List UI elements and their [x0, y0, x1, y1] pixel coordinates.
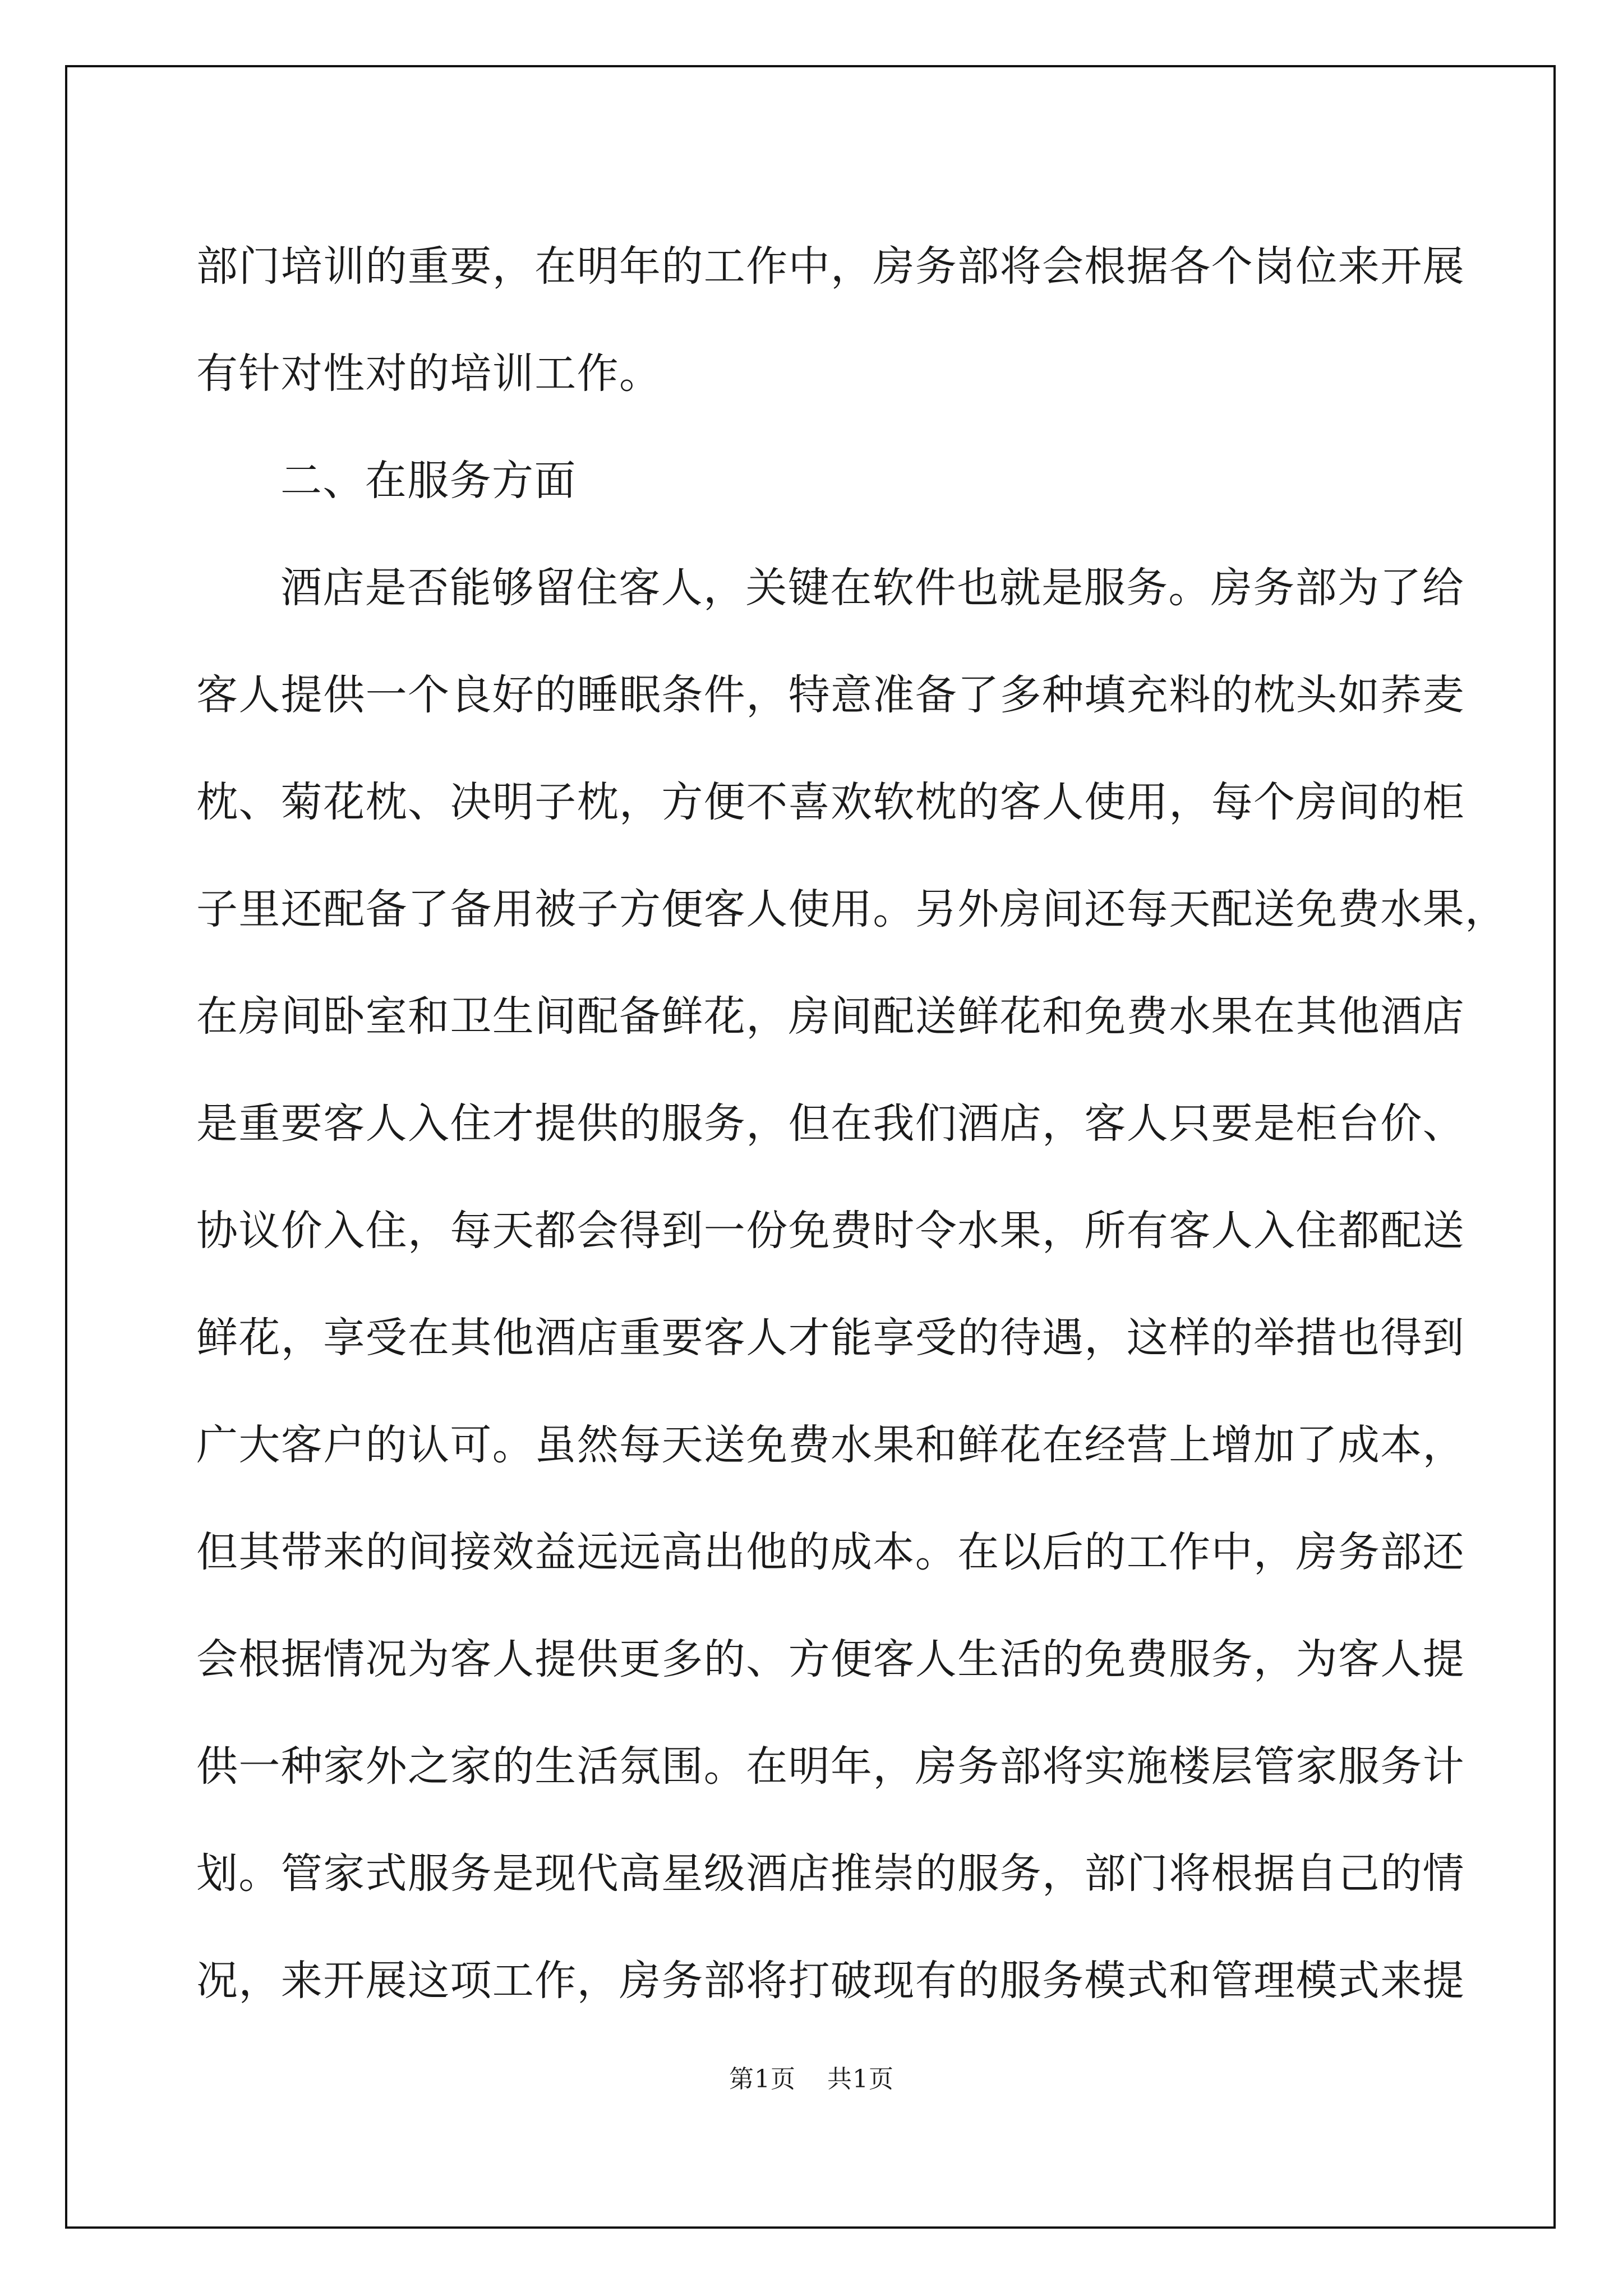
text-line: 协议价入住，每天都会得到一份免费时令水果，所有客人入住都配送 — [196, 1207, 1465, 1255]
text-line: 客人提供一个良好的睡眠条件，特意准备了多种填充料的枕头如荞麦 — [196, 671, 1465, 719]
text-line: 在房间卧室和卫生间配备鲜花，房间配送鲜花和免费水果在其他酒店 — [196, 992, 1465, 1041]
text-line: 子里还配备了备用被子方便客人使用。另外房间还每天配送免费水果， — [196, 885, 1507, 933]
text-line: 鲜花，享受在其他酒店重要客人才能享受的待遇，这样的举措也得到 — [196, 1314, 1465, 1362]
text-line: 酒店是否能够留住客人，关键在软件也就是服务。房务部为了给 — [280, 564, 1465, 612]
text-line: 有针对性对的培训工作。 — [196, 349, 662, 398]
text-line: 广大客户的认可。虽然每天送免费水果和鲜花在经营上增加了成本， — [196, 1421, 1465, 1469]
text-line: 是重要客人入住才提供的服务，但在我们酒店，客人只要是柜台价、 — [196, 1099, 1465, 1148]
text-line: 但其带来的间接效益远远高出他的成本。在以后的工作中，房务部还 — [196, 1528, 1465, 1576]
page-number-total: 共1页 — [827, 2065, 894, 2093]
text-line: 况，来开展这项工作，房务部将打破现有的服务模式和管理模式来提 — [196, 1957, 1465, 2005]
page-number-current: 第1页 — [729, 2065, 796, 2093]
document-body — [196, 213, 1507, 2035]
text-line: 枕、菊花枕、决明子枕，方便不喜欢软枕的客人使用，每个房间的柜 — [196, 778, 1465, 826]
text-line: 供一种家外之家的生活氛围。在明年，房务部将实施楼层管家服务计 — [196, 1742, 1465, 1791]
text-line: 部门培训的重要，在明年的工作中，房务部将会根据各个岗位来开展 — [196, 242, 1465, 291]
section-heading: 二、在服务方面 — [280, 457, 577, 505]
text-line: 会根据情况为客人提供更多的、方便客人生活的免费服务，为客人提 — [196, 1635, 1465, 1683]
page-footer — [0, 2059, 1623, 2095]
text-line: 划。管家式服务是现代高星级酒店推崇的服务，部门将根据自己的情 — [196, 1849, 1465, 1898]
